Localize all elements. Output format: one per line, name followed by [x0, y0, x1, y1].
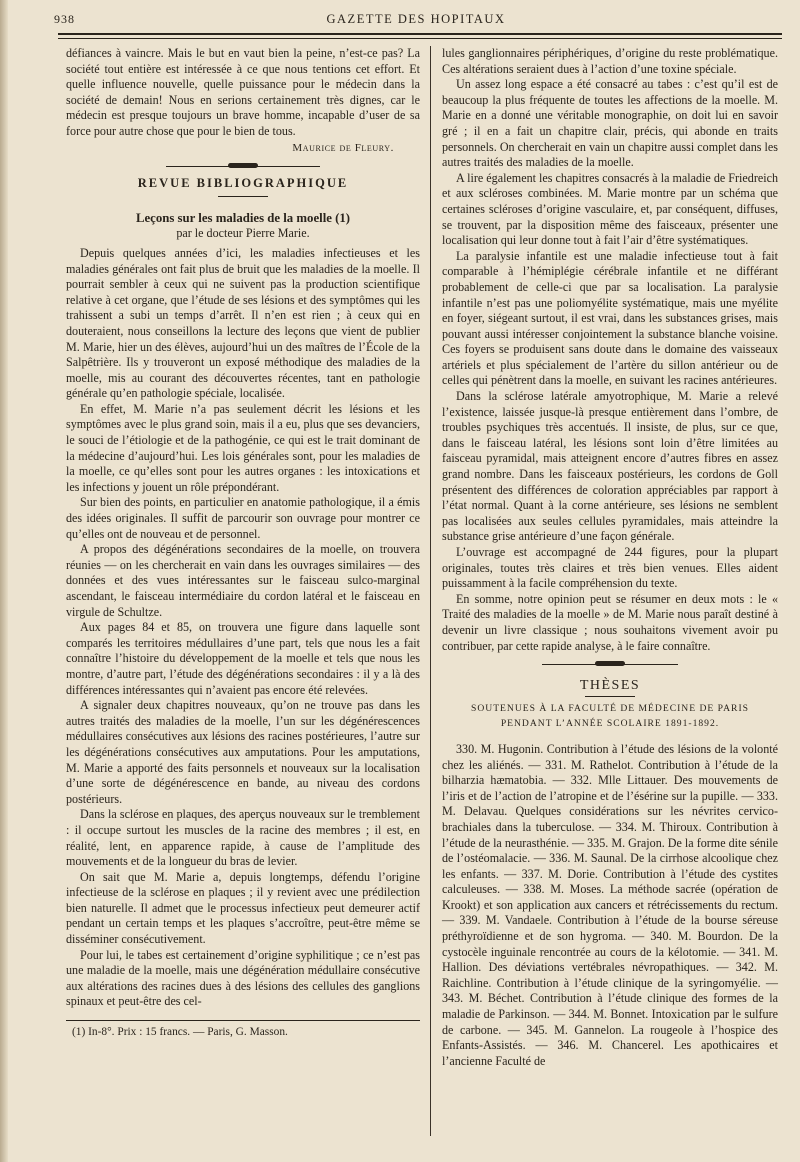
- theses-list: 330. M. Hugonin. Contribution à l’étude des lésions de la volonté chez les aliénés. — 331. M. Rathelot. Contribution à l’étude de la bilharzia hæmatobia. — 332. Mlle Littauer. Des mouvements de l’iris et de l’action de l’atropine et de l’ésérine sur la pupille. — 333. M. Delavau. Quelques considérations sur les névrites cervico-brachiales dans la tuberculose. — 334. M. Thiroux. Contribution à l’étude de la neurasthénie. — 335. M. Grajon. De la forme dite sénile de l’ostéomalacie. — 336. M. Saunal. De la cirrhose alcoolique chez les enfants. — 337. M. Dorie. Contribution à l’étude des cystites calculeuses. — 338. M. Moses. La méthode sacrée (opération de Krookt) et son application aux cancers et rétrécissements du rectum. — 339. M. Vandaele. Contribution à l’étude de la bourse séreuse préthyroïdienne et de son hygroma. — 340. M. Bourdon. De la cystocèle inguinale rencontrée au cours de la kélotomie. — 341. M. Hallion. Des déviations vertébrales névropathiques. — 342. M. Raichline. Contribution à l’étude clinique de la syringomyélie. — 343. M. Béchet. Contribution à l’étude clinique des formes de la maladie de Parkinson. — 344. M. Bonnet. Intoxication par le sulfure de carbone. — 345. M. Gannelon. La rougeole à l’hospice des Enfants-Assistés. — 346. M. Chancerel. Les apothicaires et l’ancienne Faculté de: [442, 741, 778, 1068]
- review-paragraph: A propos des dégénérations secondaires de la moelle, on trouvera réunies — on les chercherait en vain dans les ouvrages similaires — des données et des vues intéressantes sur le faisceau sulco-marginal ascendant, le faisceau intermédiaire du cordon latéral et le faisceau en virgule de Schultze.: [66, 542, 420, 619]
- article-signature: Maurice de Fleury.: [292, 141, 394, 154]
- book-title: Leçons sur les maladies de la moelle (1): [135, 210, 351, 225]
- page-number: 938: [54, 12, 75, 26]
- review-paragraph: A signaler deux chapitres nouveaux, qu’on ne trouve pas dans les autres traités des maladies de la moelle, l’un sur les dégénérescences médullaires consécutives aux lésions des racines postérieures, l’autre sur les dégénérations consécutives aux amputations. Pour les amputations, M. Marie a apporté des faits personnels et nouveaux sur la localisation d’une sorte de dégénérescence en bande, au niveau des cordons postérieurs.: [66, 698, 420, 806]
- column-divider: [430, 46, 431, 1136]
- review-paragraph: Dans la sclérose latérale amyotrophique, M. Marie a relevé l’existence, laissée jusque-là presque entièrement dans l’ombre, de troubles psychiques très accentués. Il insiste, de plus, sur ce que, dans le faisceau latéral, les lésions sont loin d’être limitées au faisceau pyramidal, mais atteignent encore d’autres fibres en assez grand nombre. Dans les faisceaux postérieurs, les cordons de Goll présentent des différences de coloration appréciables par rapport à l’état normal. Quant à la corne antérieure, ses lésions ne semblent pas localisées aux seules cellules pyramidales, mais atteindre la substance grise antérieure d’une façon générale.: [442, 389, 778, 544]
- review-paragraph: En effet, M. Marie n’a pas seulement décrit les lésions et les symptômes avec le plus grand soin, mais il a eu, plus que ses devanciers, le souci de l’étiologie et de la pathogénie, ce qui est le trait dominant de la médecine d’aujourd’hui. Les lois générales sont, pour les maladies de la moelle, ce qu’elles sont pour les autres organes : les intoxications et les infections y jouent un rôle prépondérant.: [66, 401, 420, 494]
- review-paragraph: Depuis quelques années d’ici, les maladies infectieuses et les maladies générales ont fait plus de bruit que les maladies de la moelle. Il pourrait sembler à ceux qui ne suivent pas la production scientifique relative à cet organe, que l’étude de ses lésions et des symptômes qui les trahissent a subi un temps d’arrêt. Il n’en est rien ; à ceux qui en douteraient, nous conseillons la lecture des leçons que vient de publier M. Marie, hier un des élèves, aujourd’hui un des maîtres de l’École de la Salpêtrière. Ils y trouveront un exposé méthodique des maladies de la moelle, mis au courant des découvertes récentes, tant en pathologie générale qu’en pathologie spéciale, localisée.: [66, 245, 420, 401]
- review-paragraph: L’ouvrage est accompagné de 244 figures, pour la plupart originales, toutes très claires et très bien venues. Elles aident puissamment à la facile compréhension du texte.: [442, 545, 778, 591]
- review-paragraph: Pour lui, le tabes est certainement d’origine syphilitique ; ce n’est pas une maladie de la moelle, mais une dégénération médullaire consécutive aux altérations des racines dues à des lésions des cellules des ganglions spinaux et peut-être des cel-: [66, 947, 420, 1009]
- left-column: [66, 46, 420, 1041]
- theses-subtitle: SOUTENUES À LA FACULTÉ DE MÉDECINE DE PARIS: [471, 702, 749, 714]
- footnote: (1) In-8°. Prix : 15 francs. — Paris, G. Masson.: [72, 1026, 288, 1039]
- book-author: par le docteur Pierre Marie.: [176, 226, 310, 241]
- footnote-rule: [66, 1020, 420, 1021]
- theses-rule: [585, 696, 635, 697]
- review-paragraph: Aux pages 84 et 85, on trouvera une figure dans laquelle sont comparés les territoires médullaires d’une part, tels que nous les a fait connaître l’histoire du développement de la moelle et tels que nous les montre, d’autre part, l’étude des dégénérations secondaires : il y a là des différences intéressantes qui n’avaient pas encore été relevées.: [66, 620, 420, 697]
- theses-title: THÈSES: [579, 678, 641, 694]
- ornament-divider: [66, 162, 420, 170]
- right-column: [442, 46, 778, 1069]
- review-paragraph: La paralysie infantile est une maladie infectieuse tout à fait comparable à l’hémiplégie cérébrale infantile et ne différant probablement de celle-ci que par sa localisation. La paralysie infantile n’est pas une poliomyélite systématique, mais une myélite en foyer, siégeant surtout, il est vrai, dans les substances grises, mais pouvant aussi intéresser conjointement la substance blanche voisine. Ces foyers se produisent sans doute dans le domaine des vaisseaux artériels et plus spécialement de l’artère du sillon antérieur ou de celles qui pénètrent dans la moelle, en suivant les racines antérieures.: [442, 248, 778, 388]
- review-paragraph: Dans la sclérose en plaques, des aperçus nouveaux sur le tremblement : il occupe surtout les muscles de la racine des membres ; il est, en réalité, lent, en apparence rapide, à cause de l’amplitude des mouvements et de la longueur du bras de levier.: [66, 807, 420, 869]
- ornament-divider: [442, 660, 778, 668]
- page-header: [50, 10, 782, 32]
- section-title: REVUE BIBLIOGRAPHIQUE: [137, 176, 349, 191]
- review-paragraph: En somme, notre opinion peut se résumer en deux mots : le « Traité des maladies de la moelle » de M. Marie nous paraît destiné à devenir un livre classique ; nous souhaitons vivement avoir pu contribuer, par cette rapide analyse, à le faire connaître.: [442, 591, 778, 653]
- header-rule-thin: [58, 38, 782, 39]
- intro-paragraph: défiances à vaincre. Mais le but en vaut bien la peine, n’est-ce pas? La société tout entière est intéressée à ce que nous tentions cet effort. Et quelle influence nouvelle, quelle puissance pour le médecin dans la société de demain! Nous en serions certainement très dignes, car le médecin est presque toujours un brave homme, incapable d’user de sa force pour autre chose que pour le bien de tous.: [66, 46, 420, 138]
- review-paragraph: Un assez long espace a été consacré au tabes : c’est qu’il est de beaucoup la plus fréquente de toutes les affections de la moelle. M. Marie en a donné une véritable monographie, on doit lui en savoir gré ; il en a fait un chapitre clair, précis, qui abonde en traits personnels. On chercherait en vain un chapitre aussi complet dans les autres traités des maladies de la moelle.: [442, 77, 778, 170]
- section-rule: [218, 196, 268, 197]
- review-paragraph: A lire également les chapitres consacrés à la maladie de Friedreich et aux scléroses combinées. M. Marie montre par un schéma que certaines scléroses d’origine vasculaire, et, par conséquent, diffuses, se trouvent, par la disposition même des faisceaux, présenter une localisation qui leur donne tout à fait l’air d’être systématiques.: [442, 170, 778, 248]
- theses-subtitle-year: PENDANT L’ANNÉE SCOLAIRE 1891-1892.: [500, 718, 720, 730]
- review-paragraph: lules ganglionnaires périphériques, d’origine du reste problématique. Ces altérations seraient dues à l’action d’une toxine spéciale.: [442, 46, 778, 76]
- review-paragraph: On sait que M. Marie a, depuis longtemps, défendu l’origine infectieuse de la sclérose en plaques ; il y revient avec une prédilection bien naturelle. Il admet que le processus infectieux peut demeurer actif pendant un certain temps et les plaques s’accroître, peut-être même se disséminer consécutivement.: [66, 869, 420, 947]
- review-paragraph: Sur bien des points, en particulier en anatomie pathologique, il a émis des idées originales. Il suffit de parcourir son ouvrage pour montrer ce qu’elles ont de nouveau et de personnel.: [66, 495, 420, 541]
- running-title: GAZETTE DES HOPITAUX: [326, 12, 506, 26]
- header-rule: [58, 33, 782, 35]
